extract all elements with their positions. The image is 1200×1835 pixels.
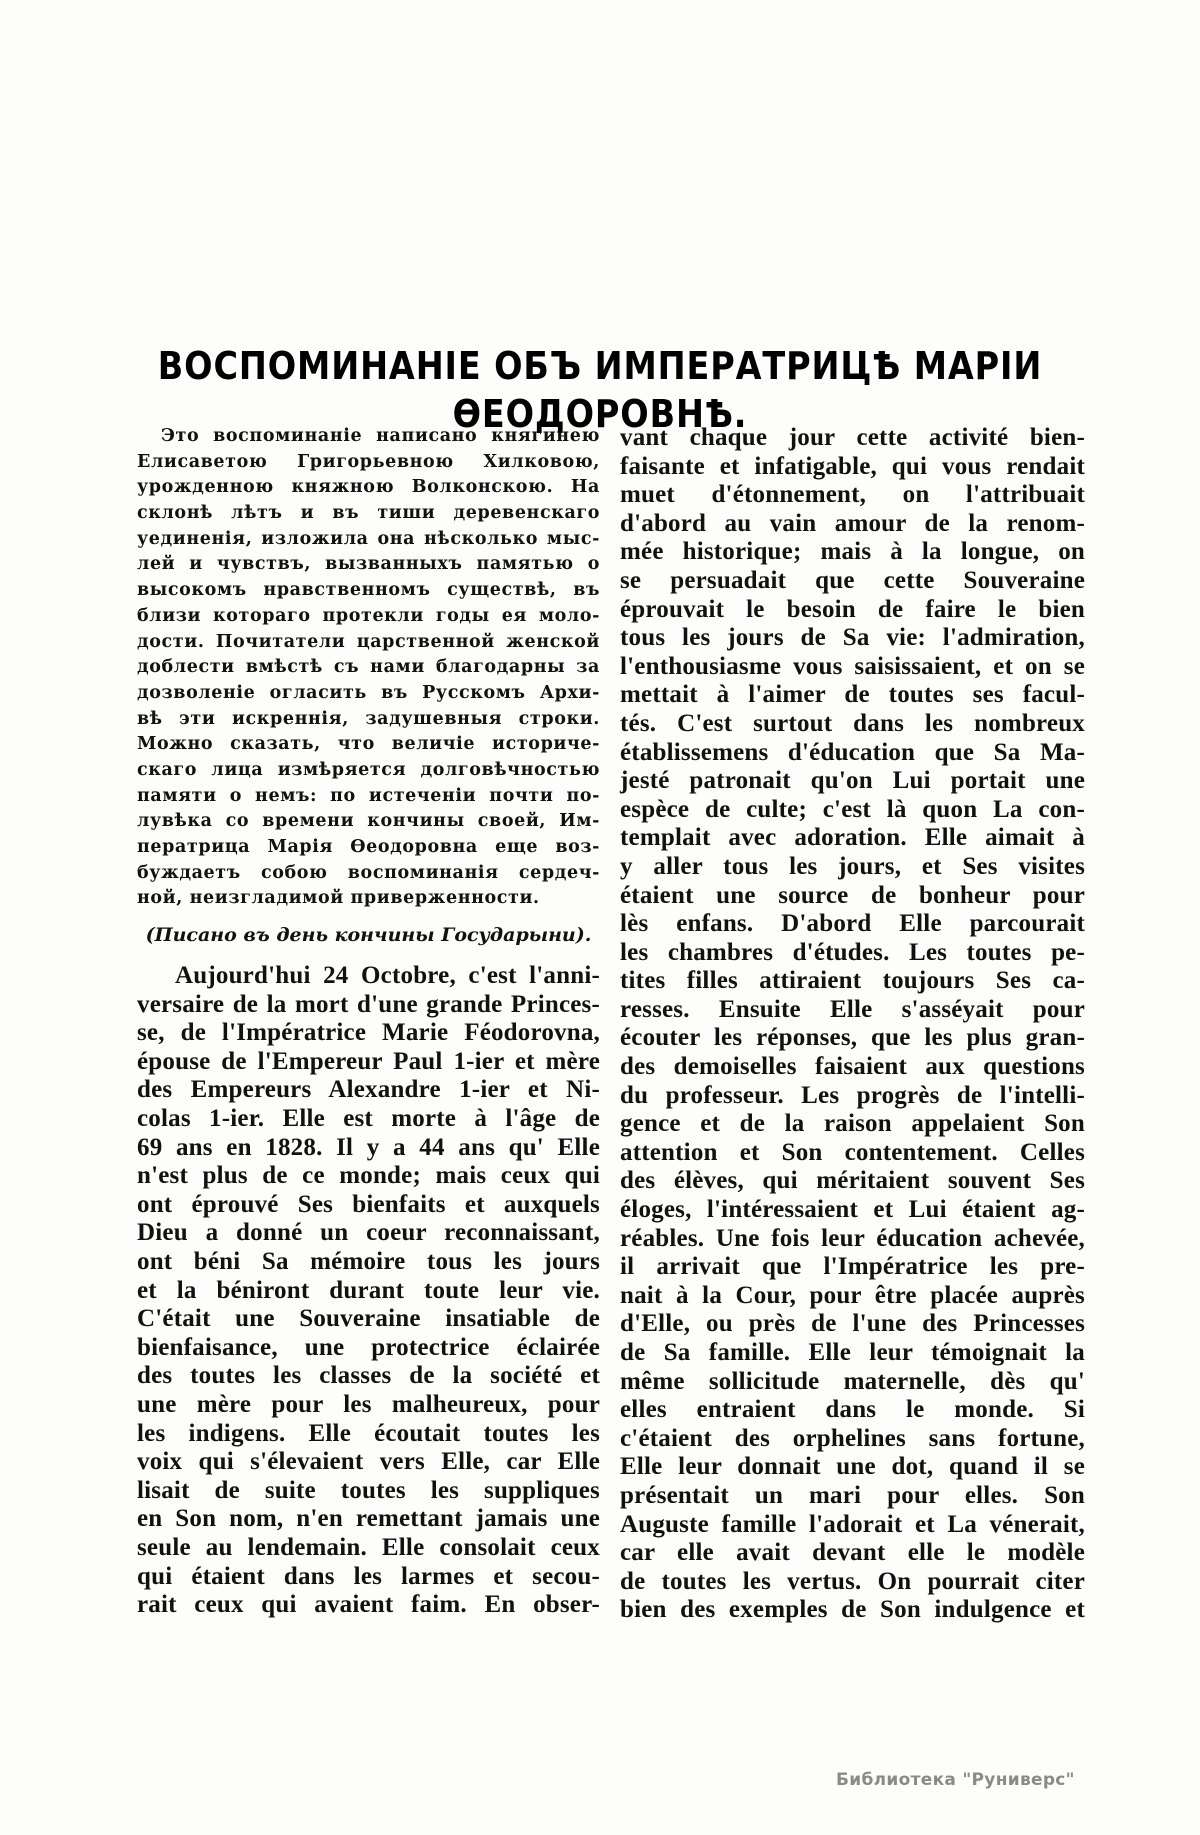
text-line: voix qui s'élevaient vers Elle, car Elle <box>137 1448 600 1476</box>
text-line: colas 1-ier. Elle est morte à l'âge de <box>137 1105 600 1133</box>
right-column <box>620 424 1085 1625</box>
text-line: склонѣ лѣтъ и въ тиши деревенскаго <box>137 503 600 524</box>
text-line: d'Elle, ou près de l'une des Princesses <box>620 1310 1085 1338</box>
text-line: скаго лица измѣряется долговѣчностью <box>137 759 600 780</box>
text-line: éloges, l'intéressaient et Lui étaient ag- <box>620 1196 1085 1224</box>
left-column <box>137 424 600 1620</box>
text-line: Aujourd'hui 24 Octobre, c'est l'anni- <box>175 962 600 990</box>
text-line: лувѣка со времени кончины своей, Им- <box>137 811 600 832</box>
text-line: des élèves, qui méritaient souvent Ses <box>620 1167 1085 1195</box>
text-line: il arrivait que l'Impératrice les pre- <box>620 1253 1085 1281</box>
text-line: seule au lendemain. Elle consolait ceux <box>137 1533 600 1561</box>
text-line: ont béni Sa mémoire tous les jours <box>137 1248 600 1275</box>
text-line: épouse de l'Empereur Paul 1-ier et mère <box>137 1047 600 1075</box>
text-line: вѣ эти искреннія, задушевныя строки. <box>137 708 600 729</box>
text-line: памяти о немъ: по истеченіи почти по- <box>137 785 600 806</box>
text-line: resses. Ensuite Elle s'asséyait pour <box>620 995 1085 1023</box>
text-line: les chambres d'études. Les toutes pe- <box>620 938 1085 966</box>
text-line: tites filles attiraient toujours Ses ca- <box>620 967 1085 995</box>
text-line: se, de l'Impératrice Marie Féodorovna, <box>137 1019 600 1047</box>
text-line: c'étaient des orphelines sans fortune, <box>620 1424 1085 1452</box>
text-line: gence et de la raison appelaient Son <box>620 1110 1085 1138</box>
text-line: Auguste famille l'adorait et La vénerait, <box>620 1510 1085 1538</box>
text-line: présentait un mari pour elles. Son <box>620 1481 1085 1509</box>
text-line: уединенія, изложила она нѣсколько мыс- <box>137 528 600 549</box>
text-line: bienfaisance, une protectrice éclairée <box>137 1333 600 1361</box>
text-line: ператрица Марія Ѳеодоровна еще воз- <box>137 837 600 857</box>
text-line: lès enfans. D'abord Elle parcourait <box>620 910 1085 938</box>
text-line: дости. Почитатели царственной женской <box>137 631 600 652</box>
text-line: templait avec adoration. Elle aimait à <box>620 824 1085 852</box>
text-line: une mère pour les malheureux, pour <box>137 1390 600 1418</box>
text-line: de toutes les vertus. On pourrait citer <box>620 1567 1085 1595</box>
text-line: 69 ans en 1828. Il y a 44 ans qu' Elle <box>137 1133 600 1161</box>
text-line: буждаетъ собою воспоминанія сердеч- <box>137 862 600 883</box>
text-line: Это воспоминаніе написано княгинею <box>161 426 600 446</box>
french-text-left <box>137 962 600 1620</box>
text-line: établissemens d'éducation que Sa Ma- <box>620 738 1085 766</box>
text-line: урожденною княжною Волконскою. На <box>137 477 600 498</box>
text-line: nait à la Cour, pour être placée auprès <box>620 1281 1085 1309</box>
text-line: Elle leur donnait une dot, quand il se <box>620 1453 1085 1481</box>
text-line: Dieu a donné un coeur reconnaissant, <box>137 1219 600 1247</box>
text-line: Елисаветою Григорьевною Хилковою, <box>137 451 600 472</box>
library-watermark: Библиотека "Руниверс" <box>836 1770 1075 1790</box>
text-line: se persuadait que cette Souveraine <box>620 566 1085 594</box>
text-line: versaire de la mort d'une grande Princes- <box>137 990 600 1018</box>
text-line: ont éprouvé Ses bienfaits et auxquels <box>137 1190 600 1218</box>
text-line: des Empereurs Alexandre 1-ier et Ni- <box>137 1076 600 1104</box>
text-line: faisante et infatigable, qui vous rendait <box>620 452 1085 480</box>
russian-introduction <box>137 424 600 912</box>
text-line: attention et Son contentement. Celles <box>620 1138 1085 1166</box>
text-line: espèce de culte; c'est là quon La con- <box>620 795 1085 823</box>
text-line: высокомъ нравственномъ существѣ, въ <box>137 580 600 601</box>
text-line: mée historique; mais à la longue, on <box>620 538 1085 566</box>
text-line: tous les jours de Sa vie: l'admiration, <box>620 624 1085 652</box>
text-line: réables. Une fois leur éducation achevée, <box>620 1224 1085 1252</box>
text-line: qui étaient dans les larmes et secou- <box>137 1562 600 1590</box>
text-line: et la béniront durant toute leur vie. <box>137 1276 600 1304</box>
text-line: lisait de suite toutes les suppliques <box>137 1476 600 1504</box>
text-line: jesté patronait qu'on Lui portait une <box>620 767 1085 795</box>
text-line: ной, неизгладимой приверженности. <box>137 888 540 909</box>
text-line: rait ceux qui avaient faim. En obser- <box>137 1591 600 1619</box>
text-line: les indigens. Elle écoutait toutes les <box>137 1419 600 1447</box>
text-line: y aller tous les jours, et Ses visites <box>620 852 1085 880</box>
text-line: car elle avait devant elle le modèle <box>620 1539 1085 1567</box>
text-line: C'était une Souveraine insatiable de <box>137 1305 600 1333</box>
text-line: éprouvait le besoin de faire le bien <box>620 595 1085 623</box>
text-line: Можно сказать, что величіе историче- <box>137 734 600 755</box>
dateline-note: (Писано въ день кончины Государыни). <box>145 924 592 947</box>
text-line: écouter les réponses, que les plus gran- <box>620 1024 1085 1052</box>
text-line: n'est plus de ce monde; mais ceux qui <box>137 1162 600 1190</box>
text-line: доблести вмѣстѣ съ нами благодарны за <box>137 657 600 678</box>
text-line: elles entraient dans le monde. Si <box>620 1396 1085 1424</box>
text-line: de Sa famille. Elle leur témoignait la <box>620 1339 1085 1366</box>
text-line: en Son nom, n'en remettant jamais une <box>137 1505 600 1533</box>
text-line: des demoiselles faisaient aux questions <box>620 1053 1085 1081</box>
text-line: близи котораго протекли годы ея моло- <box>137 605 600 626</box>
text-line: étaient une source de bonheur pour <box>620 881 1085 909</box>
text-line: des toutes les classes de la société et <box>137 1362 600 1390</box>
text-line: лей и чувствъ, вызванныхъ памятью о <box>137 554 600 575</box>
text-line: muet d'étonnement, on l'attribuait <box>620 481 1085 509</box>
text-line: du professeur. Les progrès de l'intelli- <box>620 1081 1085 1109</box>
text-line: même sollicitude maternelle, dès qu' <box>620 1367 1085 1395</box>
text-line: vant chaque jour cette activité bien- <box>620 424 1085 451</box>
text-line: mettait à l'aimer de toutes ses facul- <box>620 681 1085 709</box>
text-line: bien des exemples de Son indulgence et <box>620 1596 1085 1624</box>
text-line: l'enthousiasme vous saisissaient, et on se <box>620 652 1085 680</box>
page-title: ВОСПОМИНАНІЕ ОБЪ ИМПЕРАТРИЦѢ МАРІИ ѲЕОДОРОВНѢ. <box>157 344 1043 436</box>
text-line: tés. C'est surtout dans les nombreux <box>620 709 1085 737</box>
text-line: дозволеніе огласить въ Русскомъ Архи- <box>137 682 600 703</box>
text-line: d'abord au vain amour de la renom- <box>620 509 1085 537</box>
